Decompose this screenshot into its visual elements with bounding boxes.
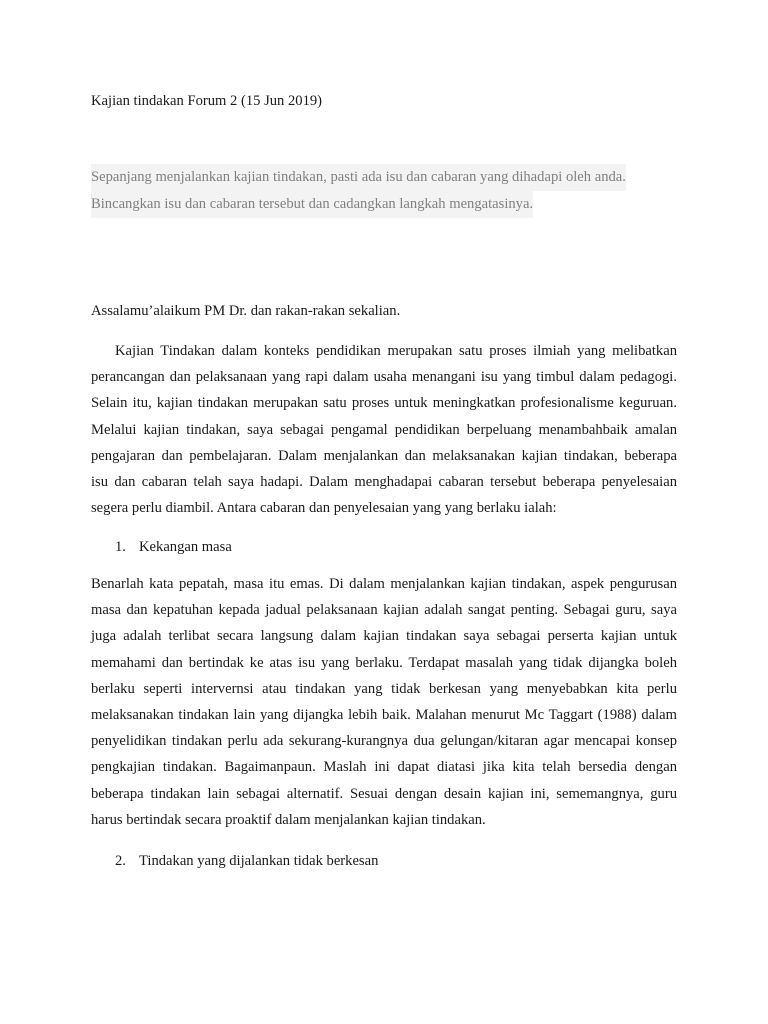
paragraph-line: pengajaran dan pembelajaran. Dalam menjalankan dan melaksanakan kajian tindakan, beberapa	[91, 447, 677, 464]
list-number: 2.	[115, 853, 126, 869]
paragraph-line: melaksanakan tindakan lain yang dijangka lebih baik. Malahan menurut Mc Taggart (1988) dalam	[91, 707, 677, 724]
paragraph-line: harus bertindak secara proaktif dalam menjalankan kajian tindakan.	[91, 811, 486, 828]
list-text: Kekangan masa	[139, 539, 232, 555]
paragraph-line: Melalui kajian tindakan, saya sebagai pengamal pendidikan berpeluang menambahbaik amalan	[91, 421, 677, 438]
paragraph-line: pengkajian tindakan. Bagaimanpaun. Maslah ini dapat diatasi jika kita telah bersedia dengan	[91, 759, 677, 776]
paragraph-line: Selain itu, kajian tindakan merupakan satu proses untuk meningkatkan profesionalisme keguruan.	[91, 395, 677, 412]
paragraph-line: Benarlah kata pepatah, masa itu emas. Di dalam menjalankan kajian tindakan, aspek pengurusan	[91, 576, 677, 592]
paragraph-line: Kajian Tindakan dalam konteks pendidikan merupakan satu proses ilmiah yang melibatkan	[115, 343, 677, 359]
intro-paragraph	[91, 338, 677, 521]
paragraph-line: isu dan cabaran telah saya hadapi. Dalam menghadapai cabaran tersebut beberapa penyelesaian	[91, 474, 677, 491]
forum-question	[91, 164, 691, 218]
question-line: Bincangkan isu dan cabaran tersebut dan cadangkan langkah mengatasinya.	[91, 191, 533, 218]
time-constraint-paragraph	[91, 571, 677, 833]
list-item	[115, 853, 378, 870]
paragraph-line: segera perlu diambil. Antara cabaran dan penyelesaian yang yang berlaku ialah:	[91, 500, 557, 517]
paragraph-line: beberapa tindakan lain sebagai alternatif. Sesuai dengan desain kajian ini, sememangnya, guru	[91, 785, 677, 802]
list-item	[115, 539, 232, 556]
paragraph-line: perancangan dan pelaksanaan yang rapi dalam usaha menangani isu yang timbul dalam pedagogi.	[91, 369, 677, 386]
paragraph-line: juga adalah terlibat secara langsung dalam kajian tindakan saya sebagai perserta kajian untuk	[91, 628, 677, 645]
list-text: Tindakan yang dijalankan tidak berkesan	[139, 853, 379, 869]
greeting: Assalamu’alaikum PM Dr. dan rakan-rakan sekalian.	[91, 303, 401, 319]
paragraph-line: berlaku seperti intervernsi atau tindakan yang tidak berkesan yang menyebabkan kita perlu	[91, 680, 677, 697]
document-title: Kajian tindakan Forum 2 (15 Jun 2019)	[91, 93, 323, 109]
question-line: Sepanjang menjalankan kajian tindakan, pasti ada isu dan cabaran yang dihadapi oleh anda.	[91, 164, 626, 191]
paragraph-line: memahami dan bertindak ke atas isu yang berlaku. Terdapat masalah yang tidak dijangka boleh	[91, 654, 677, 671]
paragraph-line: penyelidikan tindakan perlu ada sekurang-kurangnya dua gelungan/kitaran agar mencapai konsep	[91, 733, 677, 750]
list-number: 1.	[115, 539, 126, 555]
paragraph-line: masa dan kepatuhan kepada jadual pelaksanaan kajian adalah sangat penting. Sebagai guru, saya	[91, 602, 677, 619]
